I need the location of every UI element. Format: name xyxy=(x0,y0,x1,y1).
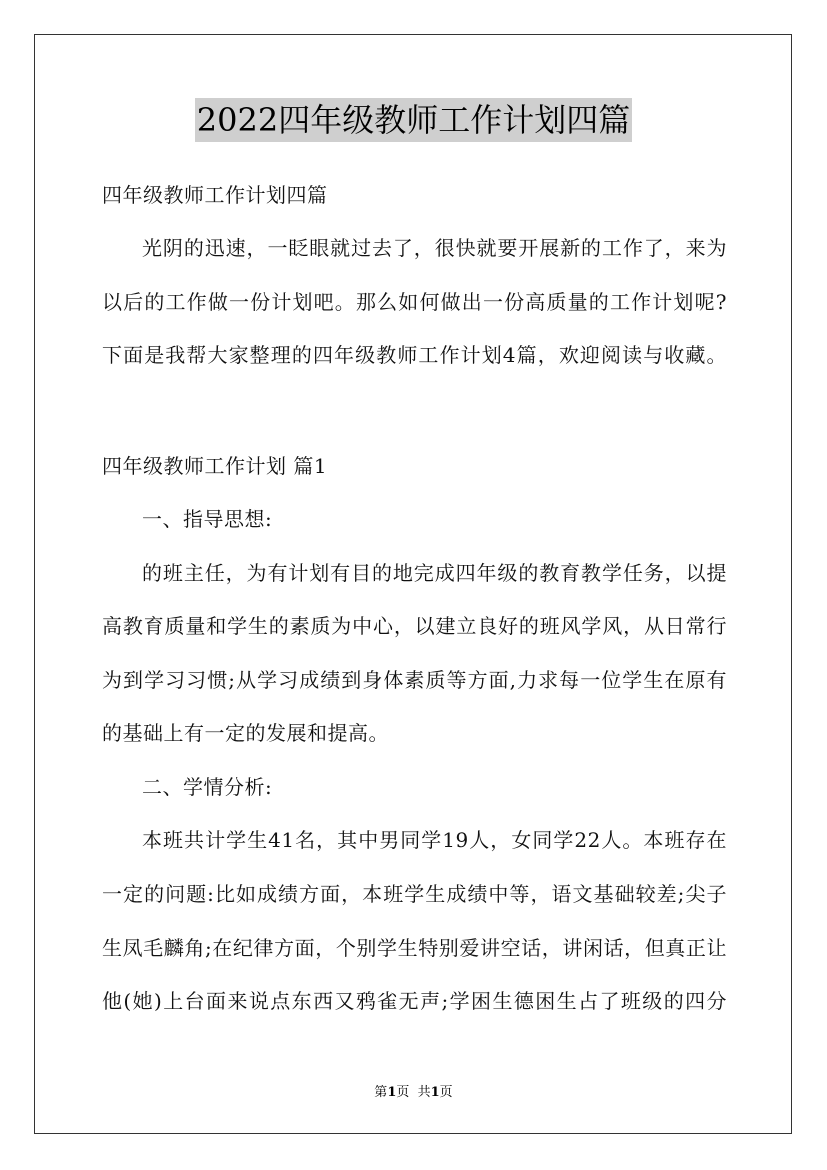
title-container xyxy=(0,98,827,142)
paragraph-line: 下面是我帮大家整理的四年级教师工作计划4篇，欢迎阅读与收藏。 xyxy=(102,343,727,367)
subheading: 二、学情分析: xyxy=(142,775,273,799)
paragraph-line: 他(她)上台面来说点东西又鸦雀无声;学困生德困生占了班级的四分 xyxy=(102,989,727,1013)
section-heading: 四年级教师工作计划四篇 xyxy=(102,183,328,207)
page-footer xyxy=(0,1085,827,1101)
paragraph-line: 的班主任，为有计划有目的地完成四年级的教育教学任务，以提 xyxy=(142,561,727,585)
paragraph-line: 高教育质量和学生的素质为中心，以建立良好的班风学风，从日常行 xyxy=(102,614,727,638)
page-total: 1 xyxy=(430,1085,440,1100)
document-title: 2022四年级教师工作计划四篇 xyxy=(195,98,632,142)
subheading: 一、指导思想: xyxy=(142,507,273,531)
page-label-mid: 页 共 xyxy=(396,1085,431,1100)
paragraph-line: 光阴的迅速，一眨眼就过去了，很快就要开展新的工作了，来为 xyxy=(142,236,727,260)
paragraph-line: 生凤毛麟角;在纪律方面，个别学生特别爱讲空话，讲闲话，但真正让 xyxy=(102,936,727,960)
paragraph-line: 的基础上有一定的发展和提高。 xyxy=(102,721,389,745)
paragraph-line: 本班共计学生41名，其中男同学19人，女同学22人。本班存在 xyxy=(142,828,727,852)
page-label-prefix: 第 xyxy=(374,1085,388,1100)
page-label-suffix: 页 xyxy=(439,1085,453,1100)
paragraph-line: 为到学习习惯;从学习成绩到身体素质等方面,力求每一位学生在原有 xyxy=(102,668,727,692)
paragraph-line: 一定的问题:比如成绩方面，本班学生成绩中等，语文基础较差;尖子 xyxy=(102,882,727,906)
paragraph-line: 以后的工作做一份计划吧。那么如何做出一份高质量的工作计划呢? xyxy=(102,290,727,314)
page-current: 1 xyxy=(387,1085,397,1100)
section-heading: 四年级教师工作计划 篇1 xyxy=(102,454,328,478)
